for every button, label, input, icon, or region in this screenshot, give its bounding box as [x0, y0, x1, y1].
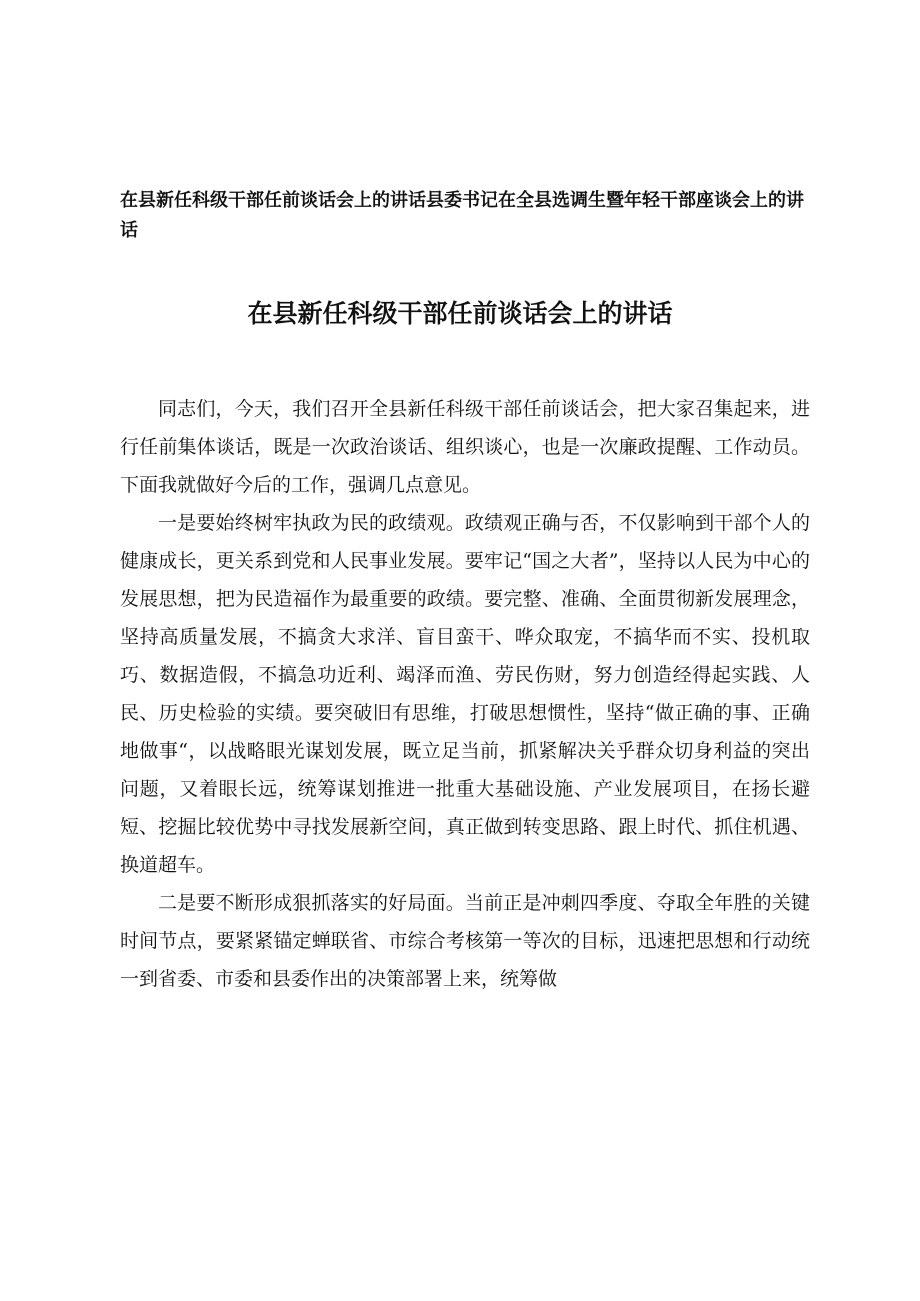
body-paragraph: 同志们，今天，我们召开全县新任科级干部任前谈话会，把大家召集起来，进行任前集体谈话，既是一次政治谈话、组织谈心，也是一次廉政提醒、工作动员。下面我就做好今后的工作，强调几点意见。: [120, 398, 810, 496]
document-body: [120, 390, 810, 998]
body-paragraph: 一是要始终树牢执政为民的政绩观。政绩观正确与否，不仅影响到干部个人的健康成长，更关系到党和人民事业发展。要牢记“国之大者”，坚持以人民为中心的发展思想，把为民造福作为最重要的政绩。要完整、准确、全面贯彻新发展理念，坚持高质量发展，不搞贪大求洋、盲目蛮干、哗众取宠，不搞华而不实、投机取巧、数据造假，不搞急功近利、竭泽而渔、劳民伤财，努力创造经得起实践、人民、历史检验的实绩。要突破旧有思维，打破思想惯性，坚持“做正确的事、正确地做事“，以战略眼光谋划发展，既立足当前，抓紧解决关乎群众切身利益的突出问题，又着眼长远，统筹谋划推进一批重大基础设施、产业发展项目，在扬长避短、挖掘比较优势中寻找发展新空间，真正做到转变思路、跟上时代、抓住机遇、换道超车。: [120, 512, 810, 876]
document-header-title: 在县新任科级干部任前谈话会上的讲话县委书记在全县选调生暨年轻干部座谈会上的讲话: [120, 190, 804, 241]
document-main-title: 在县新任科级干部任前谈话会上的讲话: [247, 299, 673, 328]
body-paragraph: 二是要不断形成狠抓落实的好局面。当前正是冲刺四季度、夺取全年胜的关键时间节点，要紧紧锚定蝉联省、市综合考核第一等次的目标，迅速把思想和行动统一到省委、市委和县委作出的决策部署上来，统筹做: [120, 892, 810, 990]
